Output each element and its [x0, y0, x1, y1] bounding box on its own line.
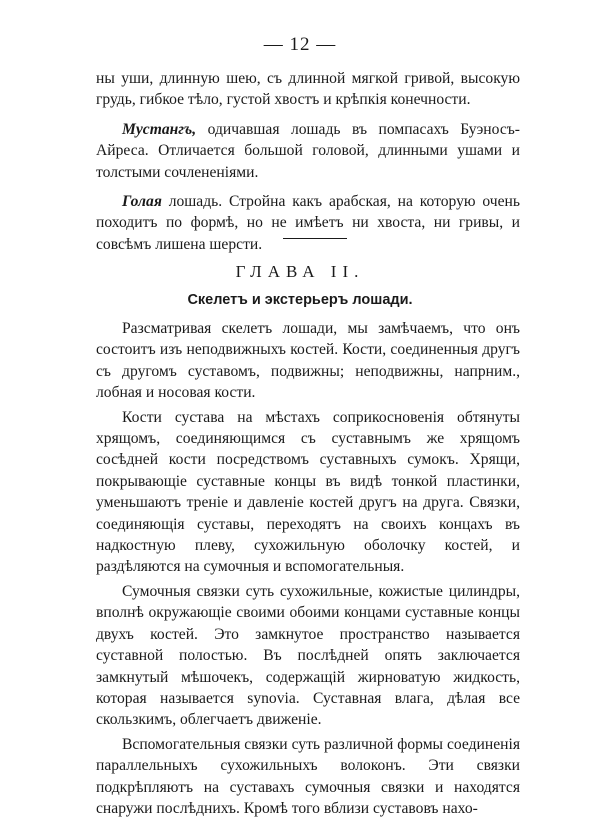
mustang-description: одичавшая лошадь въ помпасахъ Буэносъ-Айреса. Отличается большой головой, длинными ушами и толстыми сочлененіями. — [96, 120, 520, 181]
mustang-term: Мустангъ, — [122, 120, 197, 138]
golaya-description: лошадь. Стройна какъ арабская, на которую очень походитъ по формѣ, но не имѣетъ ни хвоста, ни гривы, и совсѣмъ лишена шерсти. — [96, 193, 520, 253]
mustang-paragraph — [96, 119, 520, 183]
continuation-paragraph: ны уши, длинную шею, съ длинной мягкой гривой, высокую грудь, гибкое тѣло, густой хвостъ и крѣпкія конечности. — [96, 70, 520, 109]
intro-text-block — [96, 68, 520, 255]
body-paragraph: Вспомогательныя связки суть различной формы соединенія параллельныхъ сухожильныхъ волоконъ. Эти связки подкрѣпляютъ на суставахъ сумочныя связки и находятся снаружи послѣднихъ. Кромѣ того вблизи суставовъ нахо- — [96, 735, 520, 817]
body-paragraph: Кости сустава на мѣстахъ соприкосновенія обтянуты хрящомъ, соединяющимся съ суставнымъ же хрящомъ сосѣдней кости посредствомъ суставныхъ сумокъ. Хрящи, покрывающіе суставные концы въ видѣ тонкой пластинки, уменьшаютъ треніе и давленіе костей другъ на друга. Связки, соединяющія суставы, переходятъ на своихъ концахъ въ надкостную плеву, сухожильную оболочку костей, и раздѣляются на сумочныя и вспомогательныя. — [96, 408, 520, 576]
body-paragraph: Разсматривая скелетъ лошади, мы замѣчаемъ, что онъ состоитъ изъ неподвижныхъ костей. Кости, соединенныя другъ съ другомъ суставомъ, подвижны; неподвижны, напрним., лобная и носовая кости. — [96, 320, 520, 402]
body-paragraph: Сумочныя связки суть сухожильные, кожистые цилиндры, вполнѣ окружающіе своими обоими концами суставные концы двухъ костей. Это замкнутое пространство называется суставной полостью. Въ послѣдней опять заключается замкнутый мѣшочекъ, содержащій жирноватую жидкость, которая называется synovia. Суставная влага, дѣлая все скользкимъ, облегчаетъ движеніе. — [96, 582, 520, 729]
golaya-term: Голая — [122, 193, 162, 211]
chapter-body — [96, 318, 520, 819]
chapter-subtitle: Скелетъ и экстерьеръ лошади. — [187, 292, 413, 308]
golaya-paragraph — [96, 191, 520, 255]
section-divider — [283, 238, 347, 239]
page-number: — 12 — — [263, 34, 337, 55]
chapter-title: ГЛАВА II. — [235, 262, 365, 281]
